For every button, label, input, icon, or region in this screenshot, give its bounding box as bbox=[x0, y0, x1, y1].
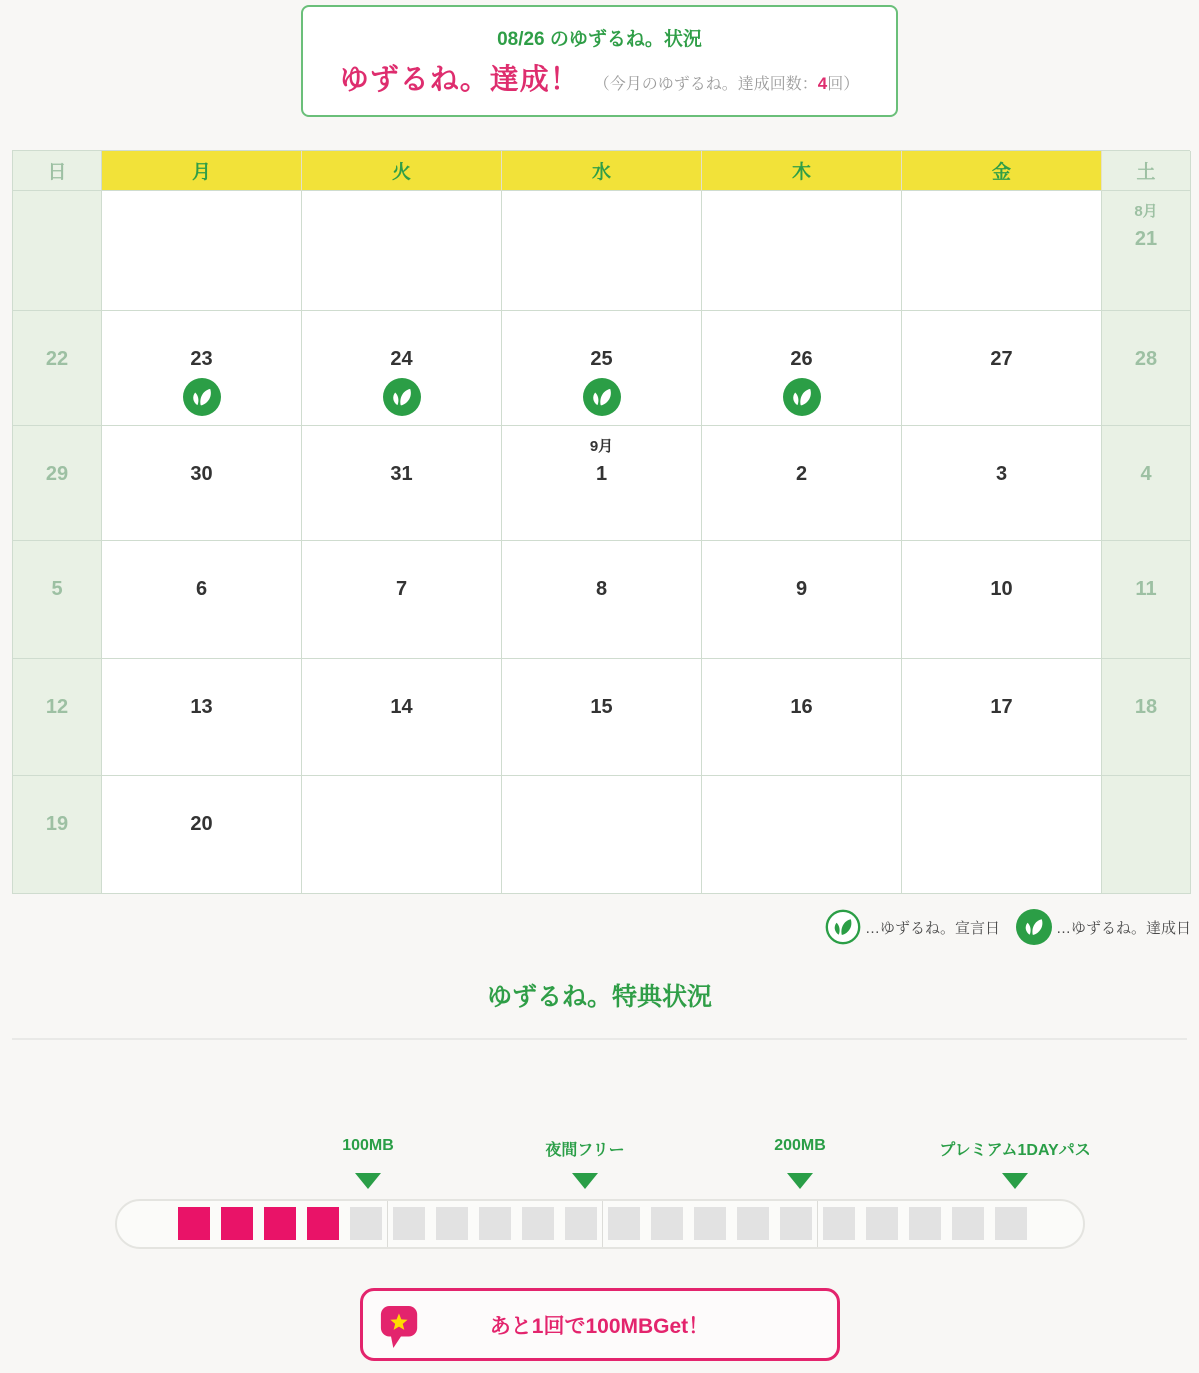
banner-status-line bbox=[340, 57, 860, 98]
calendar-day-cell bbox=[1102, 191, 1191, 311]
next-reward-text: あと1回で100MBGet！ bbox=[489, 1314, 710, 1338]
progress-square-empty bbox=[651, 1207, 683, 1240]
progress-square-empty bbox=[565, 1207, 597, 1240]
calendar-day-cell bbox=[102, 776, 302, 894]
calendar-legend bbox=[0, 908, 1199, 946]
calendar-day-cell bbox=[502, 191, 702, 311]
calendar-day-cell bbox=[13, 659, 102, 776]
day-number: 25 bbox=[590, 348, 613, 370]
calendar-day-cell bbox=[902, 311, 1102, 426]
day-header: 土 bbox=[1102, 151, 1191, 191]
milestone-marker-triangle-icon bbox=[787, 1173, 813, 1189]
day-number: 18 bbox=[1134, 696, 1158, 718]
calendar-day-cell bbox=[302, 776, 502, 894]
calendar-day-cell bbox=[102, 541, 302, 659]
day-number: 6 bbox=[195, 578, 208, 600]
calendar-day-cell bbox=[13, 191, 102, 311]
progress-square-empty bbox=[866, 1207, 898, 1240]
count-suffix: 回） bbox=[827, 76, 860, 93]
calendar-day-cell bbox=[102, 191, 302, 311]
count-value: 4 bbox=[817, 74, 828, 93]
day-number: 2 bbox=[795, 463, 808, 485]
day-header: 日 bbox=[13, 151, 102, 191]
achievement-status-text: ゆずるね。達成！ bbox=[339, 64, 580, 96]
count-prefix: （今月のゆずるね。達成回数： bbox=[593, 76, 818, 93]
day-number: 11 bbox=[1135, 578, 1157, 600]
day-number: 22 bbox=[45, 348, 69, 370]
day-header: 木 bbox=[702, 151, 902, 191]
day-number: 10 bbox=[990, 578, 1013, 600]
calendar-day-cell bbox=[1102, 659, 1191, 776]
progress-square-empty bbox=[995, 1207, 1027, 1240]
progress-group-divider bbox=[387, 1201, 388, 1247]
calendar-day-cell bbox=[102, 659, 302, 776]
legend-label: …ゆずるね。宣言日 bbox=[864, 919, 1000, 937]
calendar-day-cell bbox=[902, 541, 1102, 659]
calendar-day-cell bbox=[1102, 541, 1191, 659]
day-number: 23 bbox=[190, 348, 213, 370]
calendar-day-cell bbox=[502, 541, 702, 659]
day-number: 31 bbox=[390, 463, 413, 485]
day-number: 12 bbox=[45, 696, 69, 718]
calendar-day-cell bbox=[502, 659, 702, 776]
calendar-day-cell bbox=[13, 426, 102, 541]
legend-label: …ゆずるね。達成日 bbox=[1055, 919, 1191, 937]
progress-group-divider bbox=[602, 1201, 603, 1247]
yuzurune-declared-icon bbox=[825, 909, 861, 945]
day-number: 26 bbox=[790, 348, 813, 370]
day-number: 5 bbox=[51, 578, 63, 600]
legend-item bbox=[825, 909, 1000, 945]
progress-square-empty bbox=[522, 1207, 554, 1240]
month-label: 9月 bbox=[589, 438, 614, 455]
progress-square-empty bbox=[952, 1207, 984, 1240]
progress-square-filled bbox=[264, 1207, 296, 1240]
calendar-day-cell bbox=[702, 659, 902, 776]
progress-square-empty bbox=[393, 1207, 425, 1240]
day-header: 火 bbox=[302, 151, 502, 191]
bonus-section-title: ゆずるね。特典状況 bbox=[486, 983, 712, 1011]
calendar-day-cell bbox=[102, 426, 302, 541]
banner-title: 08/26 のゆずるね。状況 bbox=[497, 29, 702, 50]
section-divider bbox=[12, 1038, 1187, 1040]
calendar-day-cell bbox=[1102, 426, 1191, 541]
progress-square-empty bbox=[479, 1207, 511, 1240]
milestone-label: 100MB bbox=[342, 1137, 394, 1154]
yuzurune-achieved-icon bbox=[783, 378, 821, 416]
day-number: 24 bbox=[390, 348, 413, 370]
day-number: 7 bbox=[395, 578, 408, 600]
progress-bar bbox=[115, 1199, 1085, 1249]
calendar-day-cell bbox=[702, 541, 902, 659]
day-number: 29 bbox=[45, 463, 69, 485]
month-label: 8月 bbox=[1134, 203, 1158, 220]
calendar-day-cell bbox=[702, 191, 902, 311]
day-number: 14 bbox=[390, 696, 413, 718]
day-number: 3 bbox=[995, 463, 1008, 485]
calendar-day-cell bbox=[902, 659, 1102, 776]
milestone-label: プレミアム1DAYパス bbox=[939, 1142, 1091, 1159]
calendar-day-cell bbox=[902, 426, 1102, 541]
calendar-day-cell bbox=[102, 311, 302, 426]
day-number: 28 bbox=[1134, 348, 1158, 370]
progress-square-filled bbox=[178, 1207, 210, 1240]
day-number: 13 bbox=[190, 696, 213, 718]
day-header: 金 bbox=[902, 151, 1102, 191]
calendar-day-cell bbox=[1102, 776, 1191, 894]
milestone-marker-triangle-icon bbox=[572, 1173, 598, 1189]
day-number: 20 bbox=[190, 813, 213, 835]
progress-square-empty bbox=[694, 1207, 726, 1240]
status-banner bbox=[301, 5, 898, 117]
progress-square-empty bbox=[909, 1207, 941, 1240]
calendar-day-cell bbox=[302, 659, 502, 776]
calendar-day-cell bbox=[302, 191, 502, 311]
day-header: 月 bbox=[102, 151, 302, 191]
progress-square-empty bbox=[737, 1207, 769, 1240]
day-number: 27 bbox=[990, 348, 1013, 370]
calendar-day-cell bbox=[702, 426, 902, 541]
day-number: 15 bbox=[590, 696, 613, 718]
day-number: 19 bbox=[45, 813, 69, 835]
progress-square-empty bbox=[350, 1207, 382, 1240]
yuzurune-achieved-icon bbox=[583, 378, 621, 416]
day-header: 水 bbox=[502, 151, 702, 191]
milestone-label: 夜間フリー bbox=[545, 1142, 625, 1159]
calendar-day-cell bbox=[1102, 311, 1191, 426]
bonus-progress bbox=[0, 1137, 1199, 1252]
day-number: 8 bbox=[595, 578, 608, 600]
legend-item bbox=[1016, 909, 1191, 945]
milestone-marker-triangle-icon bbox=[355, 1173, 381, 1189]
day-number: 16 bbox=[790, 696, 813, 718]
yuzurune-calendar bbox=[12, 150, 1190, 894]
calendar-day-cell bbox=[902, 191, 1102, 311]
yuzurune-achieved-icon bbox=[183, 378, 221, 416]
speech-bubble-star-icon bbox=[379, 1304, 421, 1350]
yuzurune-status-page bbox=[0, 5, 1199, 1373]
calendar-day-cell bbox=[13, 541, 102, 659]
day-number: 30 bbox=[190, 463, 213, 485]
yuzurune-achieved-icon bbox=[383, 378, 421, 416]
progress-group-divider bbox=[817, 1201, 818, 1247]
calendar-day-cell bbox=[302, 311, 502, 426]
day-number: 9 bbox=[795, 578, 808, 600]
milestone-marker-triangle-icon bbox=[1002, 1173, 1028, 1189]
next-reward-banner bbox=[360, 1288, 840, 1361]
milestone-label: 200MB bbox=[774, 1137, 826, 1154]
calendar-day-cell bbox=[502, 426, 702, 541]
day-number: 4 bbox=[1140, 463, 1152, 485]
day-number: 1 bbox=[595, 463, 608, 485]
calendar-day-cell bbox=[302, 426, 502, 541]
progress-square-empty bbox=[823, 1207, 855, 1240]
progress-square-empty bbox=[436, 1207, 468, 1240]
calendar-day-cell bbox=[702, 311, 902, 426]
yuzurune-achieved-icon bbox=[1016, 909, 1052, 945]
calendar-day-cell bbox=[902, 776, 1102, 894]
progress-square-empty bbox=[780, 1207, 812, 1240]
progress-square-filled bbox=[221, 1207, 253, 1240]
progress-square-empty bbox=[608, 1207, 640, 1240]
monthly-count-text bbox=[594, 71, 860, 94]
calendar-day-cell bbox=[13, 311, 102, 426]
calendar-day-cell bbox=[702, 776, 902, 894]
calendar-day-cell bbox=[302, 541, 502, 659]
calendar-day-cell bbox=[13, 776, 102, 894]
day-number: 21 bbox=[1134, 228, 1158, 250]
calendar-day-cell bbox=[502, 311, 702, 426]
progress-square-filled bbox=[307, 1207, 339, 1240]
calendar-day-cell bbox=[502, 776, 702, 894]
day-number: 17 bbox=[990, 696, 1013, 718]
